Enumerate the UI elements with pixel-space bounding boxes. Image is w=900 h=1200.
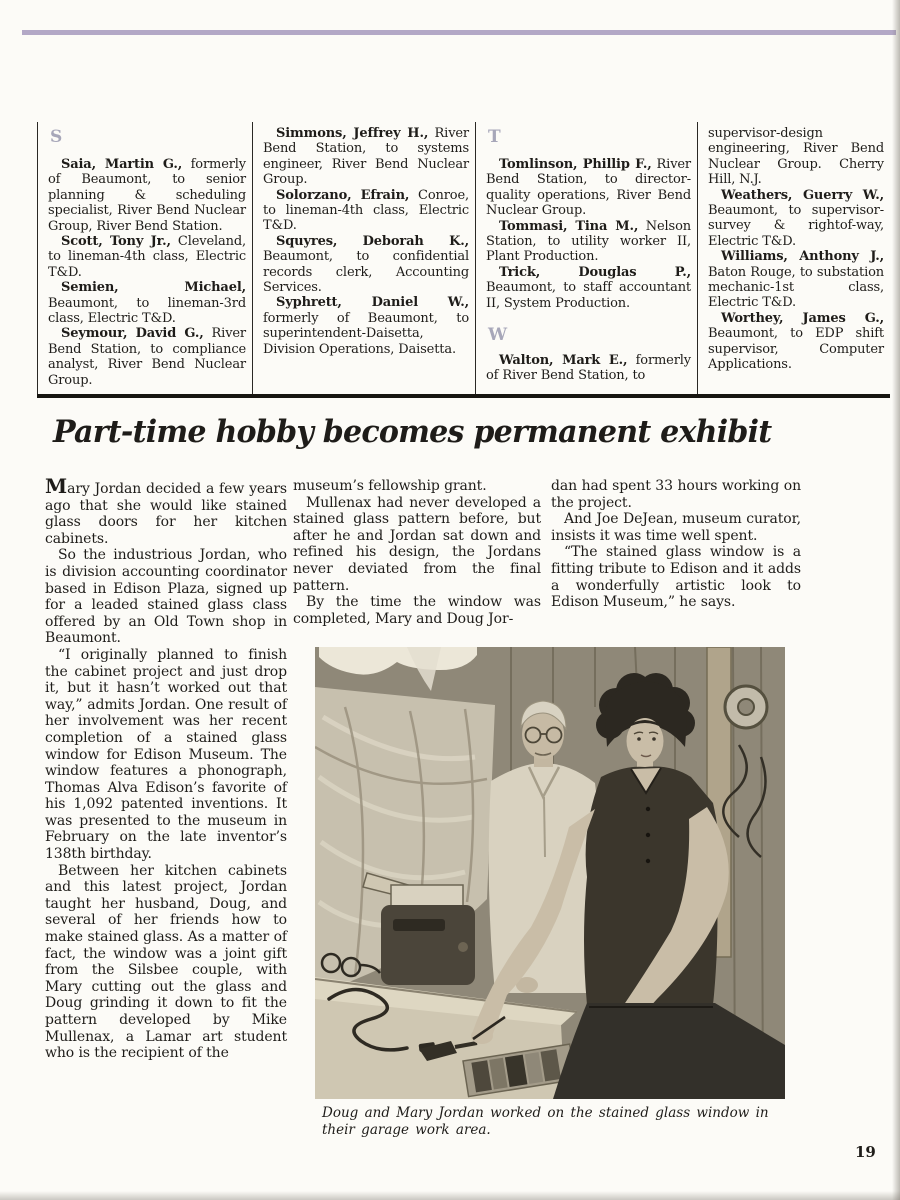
directory-column-w-cont (697, 122, 890, 394)
directory-entry: Worthey, James G., Beaumont, to EDP shift supervisor, Computer Applications. (708, 310, 884, 373)
directory-entry: Saia, Martin G., formerly of Beaumont, to senior planning & scheduling specialist, River Bend Nuclear Group, River Bend Station. (48, 157, 247, 234)
article-paragraph: “The stained glass window is a fitting tribute to Edison and it adds a wonderfully artistic look to Edison Museum,” he says. (551, 544, 801, 611)
directory-entry: Simmons, Jeffrey H., River Bend Station, to systems engineer, River Bend Nuclear Group. (263, 126, 469, 188)
scan-edge (0, 1191, 900, 1200)
directory-entry: Williams, Anthony J., Baton Rouge, to substation mechanic-1st class, Electric T&D. (708, 249, 884, 311)
section-divider-rule (37, 394, 890, 398)
directory-entry: Semien, Michael, Beaumont, to lineman-3rd class, Electric T&D. (48, 280, 246, 327)
drop-cap: M (45, 474, 68, 498)
top-accent-rule (22, 30, 896, 35)
article-column-3 (551, 478, 801, 611)
directory-entry: Syphrett, Daniel W., formerly of Beaumont, to superintendent-Daisetta, Division Operations, Daisetta. (263, 295, 469, 357)
directory-entry: Trick, Douglas P., Beaumont, to staff accountant II, System Production. (486, 264, 691, 311)
article-column-1 (45, 474, 287, 1062)
article-headline: Part-time hobby becomes permanent exhibit (53, 414, 772, 450)
directory-column-t-w (475, 122, 697, 394)
mary-right-hand (471, 1028, 493, 1044)
directory-column-s (37, 122, 252, 394)
article-paragraph: Mullenax had never developed a stained glass pattern before, but after he and Jordan sat down and refined his design, the Jordans never deviated from the final pattern. (293, 494, 541, 594)
round-reel (725, 686, 767, 728)
directory-entry: Solorzano, Efrain, Conroe, to lineman-4th class, Electric T&D. (263, 187, 469, 234)
letter-header-w: W (488, 325, 507, 346)
directory-column-s-cont (252, 122, 475, 394)
directory-entry: Tommasi, Tina M., Nelson Station, to utility worker II, Plant Production. (486, 218, 691, 265)
article-column-2 (293, 478, 541, 627)
directory-entry: Seymour, David G., River Bend Station, to compliance analyst, River Bend Nuclear Group. (48, 326, 246, 388)
garage-photo (315, 647, 785, 1099)
directory-entry: Squyres, Deborah K., Beaumont, to confidential records clerk, Accounting Services. (263, 233, 469, 296)
directory-entry: Walton, Mark E., formerly of River Bend Station, to (486, 353, 691, 384)
garage-photo-illustration (315, 647, 785, 1099)
directory-entry-continuation: supervisor-design engineering, River Bend Nuclear Group. Cherry Hill, N.J. (708, 126, 884, 188)
directory-entry: Weathers, Guerry W., Beaumont, to supervisor-survey & rightof-way, Electric T&D. (708, 187, 884, 249)
article-paragraph: dan had spent 33 hours working on the project. (551, 478, 801, 511)
article-paragraph: Between her kitchen cabinets and this latest project, Jordan taught her husband, Doug, and several of her friends how to make stained glass. As a matter of fact, the window was a joint gift from the Silsbee couple, with Mary cutting out the glass and Doug grinding it down to fit the pattern developed by Mike Mullenax, a Lamar art student who is the recipient of the (45, 862, 287, 1062)
article-paragraph: By the time the window was completed, Mary and Doug Jor- (293, 594, 541, 627)
article-paragraph: “I originally planned to finish the cabinet project and just drop it, but it hasn’t worked out that way,” admits Jordan. One result of her involvement was her recent completion of a stained glass window for Edison Museum. The window features a phonograph, Thomas Alva Edison’s favorite of his 1,092 patented inventions. It was presented to the museum in February on the late inventor’s 138th birthday. (45, 646, 287, 863)
letter-header-t: T (488, 127, 501, 147)
directory-entry: Scott, Tony Jr., Cleveland, to lineman-4th class, Electric T&D. (48, 234, 246, 280)
article-paragraph: Mary Jordan decided a few years ago that she would like stained glass doors for her kitchen cabinets. (45, 474, 287, 547)
directory-entry: Tomlinson, Phillip F., River Bend Station, to director-quality operations, River Bend Nuclear Group. (486, 157, 691, 219)
article-paragraph: And Joe DeJean, museum curator, insists it was time well spent. (551, 511, 801, 544)
article-paragraph: So the industrious Jordan, who is division accounting coordinator based in Edison Plaza, signed up for a leaded stained glass class offered by an Old Town shop in Beaumont. (45, 547, 287, 647)
page-number: 19 (855, 1143, 876, 1161)
scan-edge (892, 0, 900, 1200)
article-paragraph: museum’s fellowship grant. (293, 478, 487, 494)
photo-caption: Doug and Mary Jordan worked on the stained glass window in their garage work area. (322, 1105, 769, 1138)
letter-header-s: S (50, 127, 63, 147)
